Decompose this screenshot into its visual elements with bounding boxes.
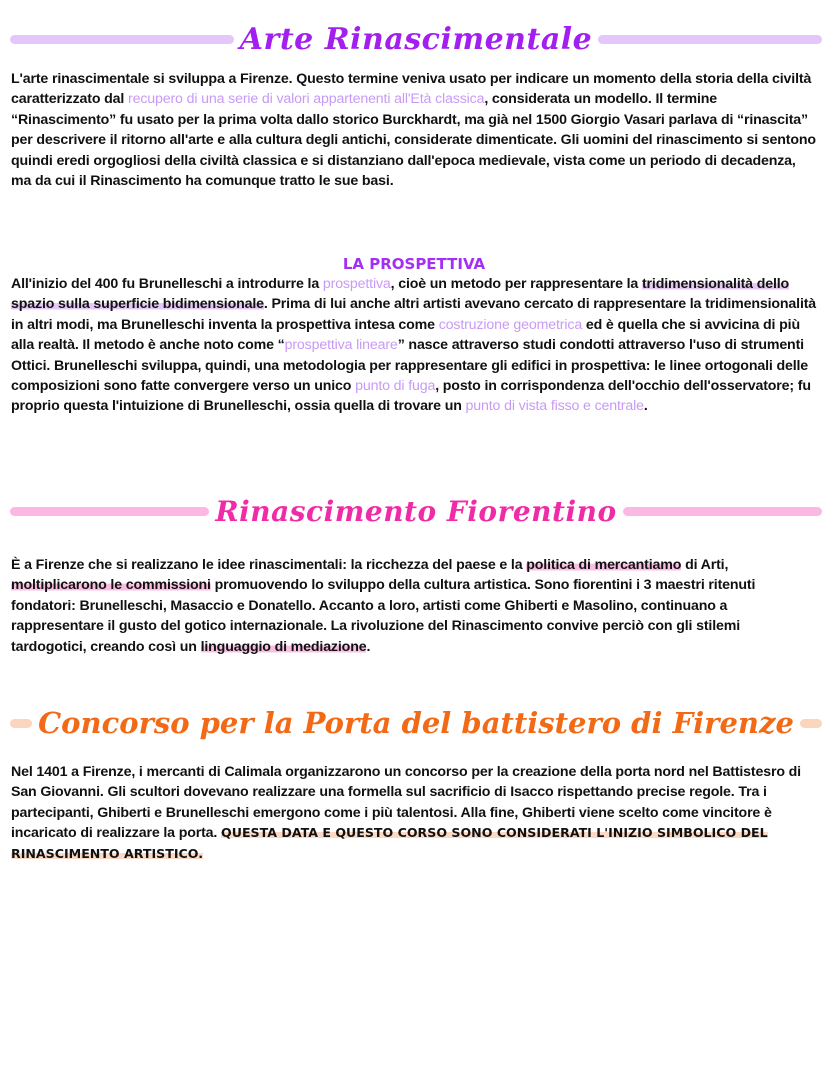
text: ” nasce attraverso studi condotti attraverso l'uso di strumenti Ottici. Brunelleschi sviluppa, quindi, una metodologia per rappresentare gli edifici in prospettiva: le linee ortogonali delle composizioni sono fatte convergere verso un unico [11,337,809,395]
decorative-bar-right [623,507,822,516]
marked-text: politica di mercantiamo [526,557,682,573]
section-title: Concorso per la Porta del battistero di Firenze [38,706,794,740]
section-header-fiorentino [10,495,822,528]
decorative-bar-right [598,35,822,44]
section-title: Rinascimento Fiorentino [215,495,617,528]
decorative-bar-left [10,507,209,516]
text: All'inizio del 400 fu Brunelleschi a introdurre la [11,276,323,292]
decorative-bar-right [800,719,822,728]
highlighted-text: punto di vista fisso e centrale [465,398,644,415]
paragraph-arte [11,69,819,191]
highlighted-text: prospettiva lineare [284,337,398,354]
text: , posto in corrispondenza dell'occhio dell'osservatore; fu proprio questa l'intuizione di Brunelleschi, ossia quella di trovare un [11,378,811,415]
text: . Prima di lui anche altri artisti avevano cercato di rappresentare la tridimensionalità in altri modi, ma Brunelleschi inventa la prospettiva intesa come [11,296,817,333]
text: . [366,638,371,655]
text: È a Firenze che si realizzano le idee rinascimentali: la ricchezza del paese e la [11,557,527,573]
highlighted-text: recupero di una serie di valori appartenenti all'Età classica [128,91,485,108]
text: . [643,398,648,415]
highlighted-text: punto di fuga [355,378,436,395]
text: L'arte rinascimentale si sviluppa a Firenze. Questo termine veniva usato per indicare un momento della storia della civiltà caratterizzato dal [11,71,812,108]
text: , cioè un metodo per rappresentare la [390,276,642,292]
marked-text: linguaggio di mediazione [200,638,367,655]
text: promuovendo lo sviluppo della cultura artistica. Sono fiorentini i 3 maestri ritenuti fondatori: Brunelleschi, Masaccio e Donatello. Accanto a loro, artisti come Ghiberti e Masolino, continuano a rappresentare il gusto del gotico internazionale. La rivoluzione del Rinascimento convive perciò con gli stilemi tardogotici, creando così un [11,577,756,655]
marked-text: moltiplicarono le commissioni [11,577,211,594]
highlighted-text: costruzione geometrica [438,316,583,333]
decorative-bar-left [10,719,32,728]
marked-text: tridimensionalità dello spazio sulla superficie bidimensionale [11,276,790,313]
decorative-bar-left [10,35,234,44]
text: ed è quella che si avvicina di più alla realtà. Il metodo è anche noto come “ [11,316,800,354]
text: , considerata un modello. Il termine “Rinascimento” fu usato per la prima volta dallo storico Burckhardt, ma già nel 1500 Giorgio Vasari parlava di “rinascita” per descrivere il ritorno all'arte e alla cultura degli antichi, considerate dimenticate. Gli uomini del rinascimento si sentono quindi eredi orgogliosi della civiltà classica e si distanziano dall'epoca medievale, vista come un periodo di decadenza, ma da cui il Rinascimento ha comunque tratto le sue basi. [11,91,816,190]
section-header-concorso [10,706,822,740]
section-header-arte [10,22,822,57]
subheading-prospettiva: LA PROSPETTIVA [342,255,486,273]
highlighted-text: prospettiva [322,276,391,292]
text: Nel 1401 a Firenze, i mercanti di Calimala organizzarono un concorso per la creazione della porta nord nel Battistesro di San Giovanni. Gli scultori dovevano realizzare una formella sul sacrificio di Isacco rispettando precise regole. Tra i partecipanti, Ghiberti e Brunelleschi emergono come i più talentosi. Alla fine, Ghiberti viene scelto come vincitore è incaricato di realizzare la porta. [11,764,801,842]
paragraph-prospettiva [11,274,819,417]
paragraph-concorso [11,762,819,864]
text: di Arti, [681,557,729,573]
marked-text: QUESTA DATA E QUESTO CORSO SONO CONSIDERATI L'INIZIO SIMBOLICO DEL RINASCIMENTO ARTISTICO. [11,825,768,861]
section-title: Arte Rinascimentale [239,22,593,57]
paragraph-fiorentino [11,555,819,657]
